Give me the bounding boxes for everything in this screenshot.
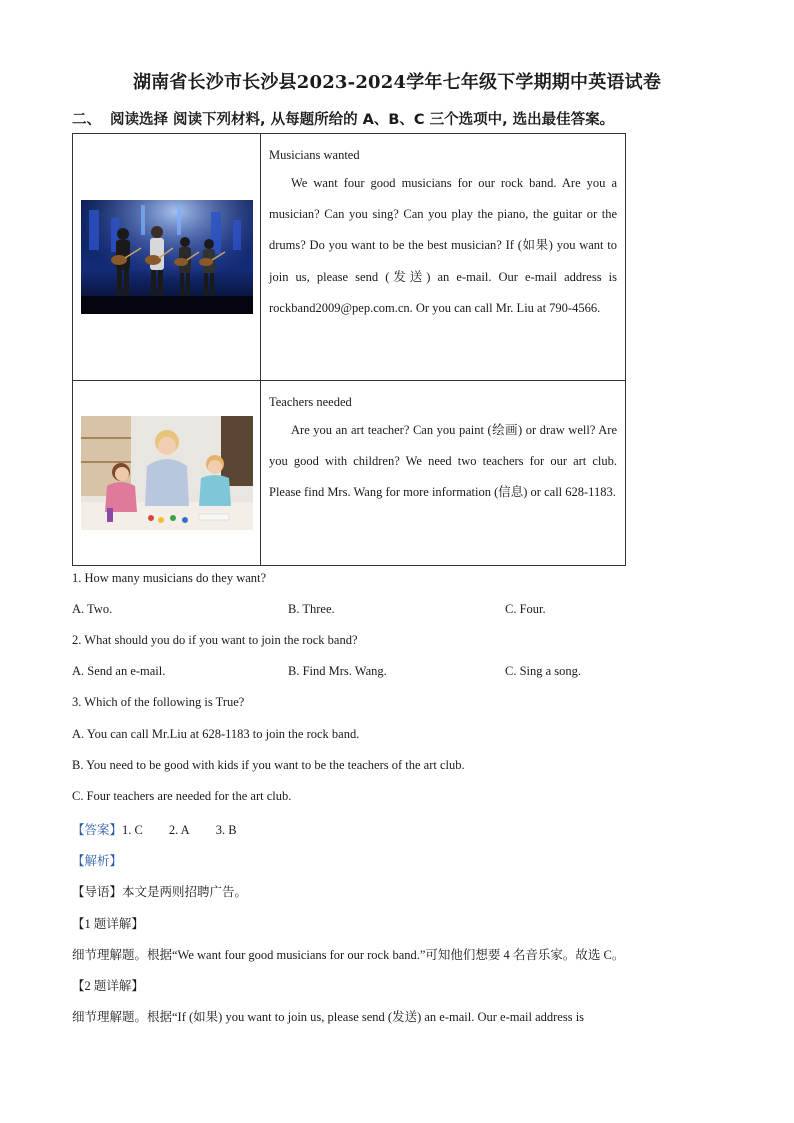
answer-item: 3. B: [215, 823, 237, 837]
detail-label: 【2 题详解】: [72, 979, 144, 993]
ad-row-teachers: [73, 381, 626, 566]
ad-heading: Teachers needed: [269, 395, 352, 409]
answer-item: 2. A: [168, 823, 190, 837]
page-title: 湖南省长沙市长沙县2023-2024学年七年级下学期期中英语试卷: [132, 72, 662, 93]
analysis-label: 【解析】: [72, 854, 123, 868]
option-c: C. Sing a song.: [505, 664, 582, 678]
question-stem: 2. What should you do if you want to join the rock band?: [72, 633, 358, 647]
ad-body: Are you an art teacher? Can you paint (绘画) or draw well? Are you good with children? We need two teachers for our art club. Please find Mrs. Wang for more information (信息) or call 628-1183.: [269, 423, 617, 500]
option-a: A. You can call Mr.Liu at 628-1183 to join the rock band.: [72, 727, 360, 741]
question-stem: 1. How many musicians do they want?: [72, 571, 267, 585]
option-c: C. Four.: [505, 602, 546, 616]
option-b: B. Three.: [288, 602, 335, 616]
guide-text: 本文是两则招聘广告。: [122, 885, 248, 899]
detail-text: 细节理解题。根据“We want four good musicians for our rock band.”可知他们想要 4 名音乐家。故选 C。: [72, 948, 625, 962]
option-c: C. Four teachers are needed for the art club.: [72, 789, 292, 803]
ad-text-teachers: [261, 381, 626, 566]
option-a: A. Send an e-mail.: [72, 664, 166, 678]
ad-picture-cell: [73, 134, 261, 381]
section-number: 二、: [72, 112, 101, 128]
question-stem: 3. Which of the following is True?: [72, 695, 245, 709]
option-a: A. Two.: [72, 602, 113, 616]
detail-label: 【1 题详解】: [72, 917, 144, 931]
ad-row-musicians: [73, 134, 626, 381]
analysis-line: [72, 851, 122, 869]
answer-line: [72, 820, 237, 838]
ads-table: [72, 133, 626, 566]
guide-line: [72, 882, 247, 900]
ad-body: We want four good musicians for our rock band. Are you a musician? Can you sing? Can you play the piano, the guitar or the drums? Do you want to be the best musician? If (如果) you want to join us, please send (发送) an e-mail. Our e-mail address is rockband2009@pep.com.cn. Or you can call Mr. Liu at 790-4566.: [269, 176, 617, 315]
answer-item: 1. C: [122, 823, 143, 837]
answer-label: 【答案】: [72, 823, 123, 837]
section-instruction: 阅读选择 阅读下列材料, 从每题所给的 A、B、C 三个选项中, 选出最佳答案。: [110, 112, 615, 128]
option-b: B. You need to be good with kids if you want to be the teachers of the art club.: [72, 758, 465, 772]
ad-picture-cell: [73, 381, 261, 566]
detail-text: 细节理解题。根据“If (如果) you want to join us, please send (发送) an e-mail. Our e-mail address is: [72, 1010, 585, 1024]
art-class-photo: [81, 416, 253, 530]
option-b: B. Find Mrs. Wang.: [288, 664, 387, 678]
ad-text-musicians: [261, 134, 626, 381]
ad-heading: Musicians wanted: [269, 148, 360, 162]
section-heading: [72, 108, 614, 129]
band-photo: [81, 200, 253, 314]
guide-label: 【导语】: [72, 885, 123, 899]
